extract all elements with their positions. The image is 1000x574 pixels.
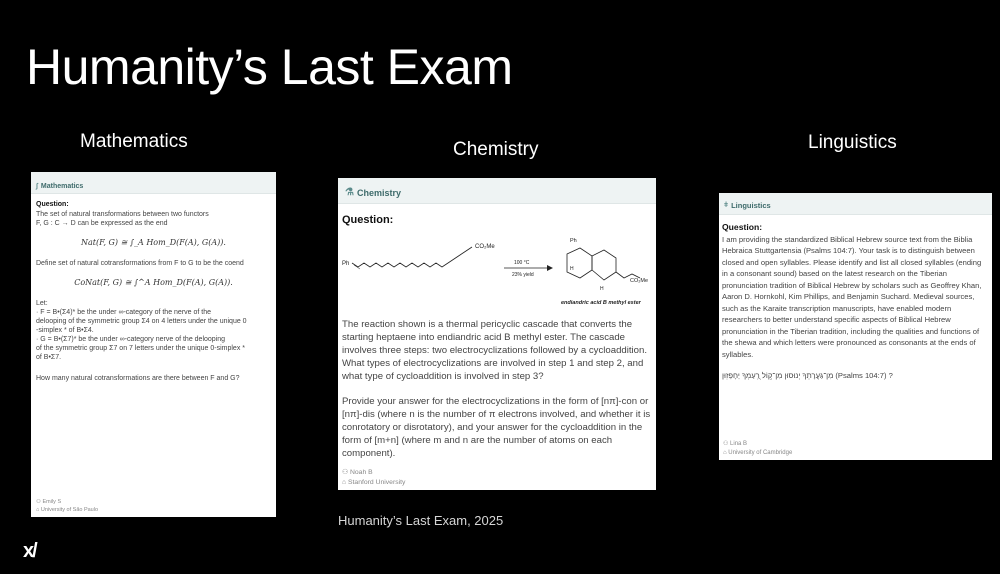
phenyl-left-label: Ph [342, 261, 350, 267]
chem-author: Noah B [349, 469, 373, 476]
math-item-line: · F = B•(Σ4)* be the under ∞-category of the nerve of the [36, 309, 211, 316]
chemistry-card-title: Chemistry [356, 187, 401, 198]
math-question-line: The set of natural transformations between two functors [36, 211, 209, 218]
math-item-line: -simplex * of B•Σ4. [36, 327, 94, 334]
chemistry-card-header [338, 178, 656, 204]
linguistics-card-title: Linguistics [731, 201, 771, 210]
ling-author-block [723, 440, 792, 457]
question-label: Question: [36, 201, 69, 208]
translate-icon: ǂ [724, 202, 729, 209]
math-author-block [36, 498, 98, 514]
mathematics-card-title: Mathematics [40, 182, 84, 190]
chemistry-heading: Chemistry [453, 139, 539, 160]
double-bonds [354, 265, 360, 269]
heptaene-chain [352, 247, 472, 267]
question-label: Question: [342, 214, 394, 226]
math-let: Let: [36, 300, 48, 307]
conditions-yield: 23% yield [512, 272, 534, 278]
flask-icon: ⚗ [345, 187, 354, 198]
math-final-question: How many natural cotransformations are there between F and G? [36, 375, 240, 382]
product-name: endiandric acid B methyl ester [561, 300, 641, 306]
chem-author-block [342, 468, 405, 488]
product-ring-2 [592, 250, 616, 280]
chem-paragraph-2: Provide your answer for the electrocyclizations in the form of [nπ]-con or [nπ]-dis (where n is the number of π electrons involved, and whether it is conrotatory or disrotatory), and your answer for the cycloaddition in the form of [m+n] (where m and n are the number of atoms on each component). [342, 396, 651, 459]
caption: Humanity’s Last Exam, 2025 [338, 513, 504, 528]
university-icon: ⌂ [36, 507, 41, 513]
chem-affiliation: Stanford University [348, 479, 406, 486]
product-ester-label: CO₂Me [630, 278, 649, 284]
math-item-line: of B•Σ7. [36, 354, 62, 361]
math-icon: ∫ [36, 182, 38, 190]
math-item-line: of the symmetric group Σ7 on 7 letters under the unique 0-simplex * [36, 345, 245, 352]
mathematics-heading: Mathematics [80, 131, 188, 152]
ling-paragraph: I am providing the standardized Biblical Hebrew source text from the Biblia Hebraica Stuttgartensia (Psalms 104:7). Your task is to distinguish between closed and open syllables. Please identify and list all closed syllables (ending in a consonant sound) based on the latest research on the Tiberian pronunciation tradition of Biblical Hebrew by scholars such as Geoffrey Khan, Aaron D. Hornkohl, Kim Phillips, and Benjamin Suchard. Medieval sources, such as the Karaite transcription manuscripts, have enabled modern researchers to better understand specific aspects of Biblical Hebrew pronunciation in the Tiberian tradition, including the qualities and functions of the shewa and which letters were pronounced as consonants at the ends of syllables. [722, 234, 982, 359]
chem-paragraph-1: The reaction shown is a thermal pericyclic cascade that converts the starting heptaene into endiandric acid B methyl ester. The cascade involves three steps: two electrocyclizations followed by a cycloaddition. What types of electrocyclizations are involved in step 1 and step 2, and what type of cycloaddition is involved in step 3? [342, 319, 648, 382]
hebrew-verse: מִן־גַּעֲרָתְךָ יְנוּסוּן מִן־ק֣וֹל רַֽ֭עַמְךָ יֵחָפֵזֽוּן (Psalms 104:7) ? [722, 371, 893, 380]
linguistics-card-header [719, 193, 992, 215]
h-label-1: H [570, 266, 574, 272]
xai-logo: x/ [23, 540, 36, 562]
reaction-scheme [342, 234, 652, 308]
university-icon: ⌂ [723, 449, 729, 456]
reagent-ester-label: CO₂Me [475, 244, 495, 250]
person-icon: ⚇ [723, 441, 731, 447]
ling-author: Lina B [730, 441, 748, 447]
math-question-line: Define set of natural cotransformations from F to G to be the coend [36, 260, 244, 267]
person-icon: ⚇ [36, 499, 43, 505]
chemistry-card [338, 178, 656, 490]
product-ring-1 [567, 248, 592, 278]
university-icon: ⌂ [342, 479, 348, 486]
reaction-scheme-drawing [342, 234, 652, 308]
mathematics-card-header [31, 172, 276, 194]
conditions-temp: 100 °C [514, 260, 530, 266]
linguistics-card [719, 193, 992, 460]
question-label: Question: [722, 222, 763, 232]
nat-equation: Nat(F, G) ≅ ∫_A Hom_D(F(A), G(A)). [81, 238, 226, 247]
math-affiliation: University of São Paulo [40, 507, 99, 513]
ling-affiliation: University of Cambridge [728, 449, 793, 456]
page-title: Humanity’s Last Exam [26, 39, 513, 95]
math-item-line: · G = B•(Σ7)* be the under ∞-category nerve of the delooping [36, 336, 226, 343]
conat-equation: CoNat(F, G) ≅ ∫^A Hom_D(F(A), G(A)). [74, 278, 233, 287]
arrow-head [547, 265, 553, 271]
math-question-line: F, G : C → D can be expressed as the end [36, 220, 168, 227]
mathematics-card [31, 172, 276, 517]
person-icon: ⚇ [342, 469, 350, 476]
math-item-line: delooping of the symmetric group Σ4 on 4 letters under the unique 0 [36, 318, 247, 325]
h-label-2: H [600, 286, 604, 292]
phenyl-top-label: Ph [570, 238, 577, 244]
math-author: Emily S [42, 499, 62, 505]
linguistics-heading: Linguistics [808, 132, 897, 153]
